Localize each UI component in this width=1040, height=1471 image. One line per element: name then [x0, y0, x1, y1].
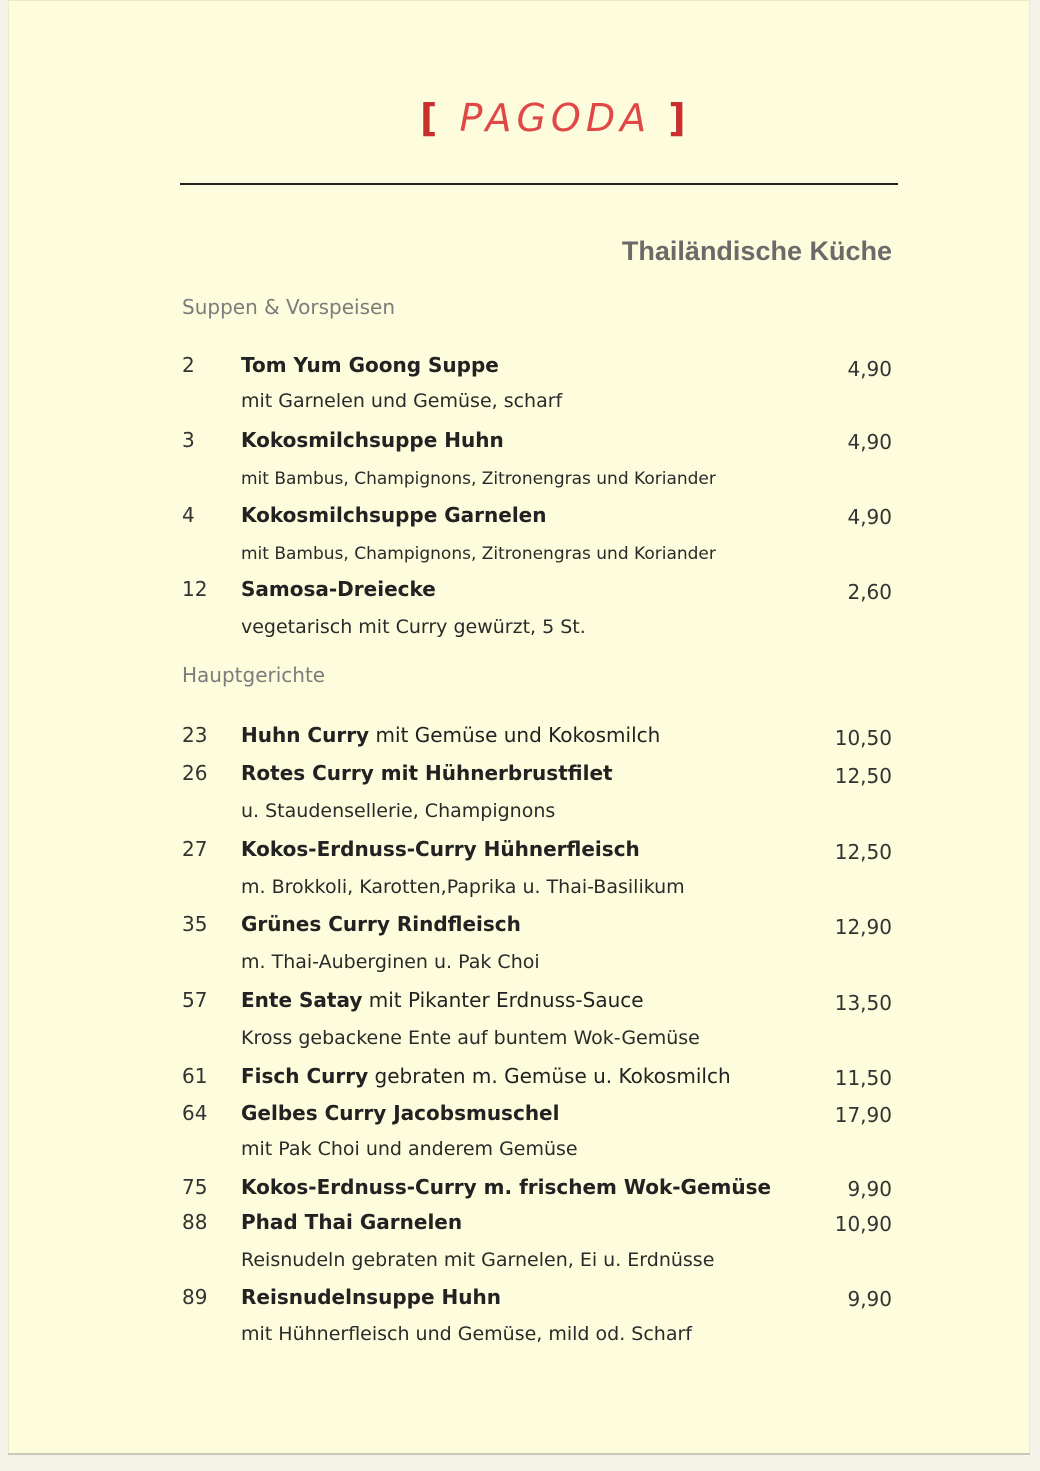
item-number: 35 [182, 912, 208, 936]
item-name [241, 353, 499, 377]
item-price: 2,60 [847, 580, 892, 604]
menu-item [0, 353, 1040, 383]
item-title: Reisnudelnsuppe Huhn [241, 1285, 501, 1309]
item-price: 10,90 [834, 1212, 892, 1236]
section-heading-mains: Hauptgerichte [182, 663, 326, 687]
item-name [241, 912, 521, 936]
item-description: m. Brokkoli, Karotten,Paprika u. Thai-Basilikum [241, 876, 685, 898]
item-title: Fisch Curry [241, 1064, 369, 1088]
item-description: mit Bambus, Champignons, Zitronengras und Koriander [241, 544, 716, 564]
item-price: 13,50 [834, 991, 892, 1015]
item-price: 4,90 [847, 505, 892, 529]
item-description: mit Garnelen und Gemüse, scharf [241, 390, 563, 412]
menu-item [0, 428, 1040, 458]
item-price: 12,90 [834, 915, 892, 939]
item-extra: gebraten m. Gemüse u. Kokosmilch [368, 1064, 731, 1088]
item-description: mit Pak Choi und anderem Gemüse [241, 1138, 578, 1160]
item-title: Kokosmilchsuppe Huhn [241, 428, 504, 452]
menu-item [0, 837, 1040, 867]
menu-item [0, 1210, 1040, 1240]
menu-item [0, 988, 1040, 1018]
item-title: Ente Satay [241, 988, 363, 1012]
menu-item [0, 1285, 1040, 1315]
item-description: Reisnudeln gebraten mit Garnelen, Ei u. Erdnüsse [241, 1249, 715, 1271]
menu-item [0, 723, 1040, 753]
item-title: Phad Thai Garnelen [241, 1210, 463, 1234]
header-divider [180, 183, 898, 185]
item-name [241, 503, 546, 527]
item-description: vegetarisch mit Curry gewürzt, 5 St. [241, 616, 586, 638]
item-name [241, 837, 640, 861]
item-number: 88 [182, 1210, 208, 1234]
item-title: Grünes Curry Rindfleisch [241, 912, 521, 936]
item-extra: mit Gemüse und Kokosmilch [369, 723, 661, 747]
item-number: 4 [182, 503, 195, 527]
cuisine-title: Thailändische Küche [621, 236, 892, 266]
item-title: Kokos-Erdnuss-Curry Hühnerfleisch [241, 837, 640, 861]
item-title: Gelbes Curry Jacobsmuschel [241, 1101, 560, 1125]
item-name [241, 1101, 559, 1125]
menu-item [0, 1064, 1040, 1094]
item-name [241, 1210, 462, 1234]
item-title: Kokos-Erdnuss-Curry m. frischem Wok-Gemüse [241, 1175, 772, 1199]
item-description: mit Bambus, Champignons, Zitronengras und Koriander [241, 469, 716, 489]
item-title: Samosa-Dreiecke [241, 577, 436, 601]
item-name [241, 761, 613, 785]
item-number: 26 [182, 761, 208, 785]
menu-item [0, 1175, 1040, 1205]
item-name [241, 723, 660, 747]
section-heading-soups: Suppen & Vorspeisen [182, 295, 396, 319]
item-number: 12 [182, 577, 208, 601]
item-title: Rotes Curry mit Hühnerbrustfilet [241, 761, 613, 785]
item-description: m. Thai-Auberginen u. Pak Choi [241, 951, 540, 973]
item-title: Kokosmilchsuppe Garnelen [241, 503, 547, 527]
item-price: 12,50 [834, 764, 892, 788]
page-edge [8, 1453, 1030, 1455]
item-name [241, 1064, 731, 1088]
item-number: 89 [182, 1285, 208, 1309]
item-number: 57 [182, 988, 208, 1012]
restaurant-logo [420, 96, 691, 140]
menu-item [0, 503, 1040, 533]
item-price: 4,90 [847, 357, 892, 381]
item-description: Kross gebackene Ente auf buntem Wok-Gemüse [241, 1027, 700, 1049]
item-number: 61 [182, 1064, 208, 1088]
item-price: 4,90 [847, 430, 892, 454]
item-price: 12,50 [834, 840, 892, 864]
item-price: 17,90 [834, 1103, 892, 1127]
item-number: 64 [182, 1101, 208, 1125]
item-description: mit Hühnerfleisch und Gemüse, mild od. Scharf [241, 1323, 692, 1345]
item-number: 75 [182, 1175, 208, 1199]
item-name [241, 1175, 771, 1199]
item-price: 10,50 [834, 726, 892, 750]
item-number: 2 [182, 353, 195, 377]
logo-word: PAGODA [459, 96, 652, 140]
menu-item [0, 1101, 1040, 1131]
item-name [241, 1285, 501, 1309]
item-title: Tom Yum Goong Suppe [241, 353, 499, 377]
item-name [241, 577, 436, 601]
item-number: 27 [182, 837, 208, 861]
item-price: 11,50 [834, 1066, 892, 1090]
item-price: 9,90 [847, 1177, 892, 1201]
item-number: 23 [182, 723, 208, 747]
item-name [241, 428, 504, 452]
item-price: 9,90 [847, 1287, 892, 1311]
item-name [241, 988, 644, 1012]
menu-item [0, 761, 1040, 791]
logo-bracket-open: [ [420, 96, 443, 140]
item-description: u. Staudensellerie, Champignons [241, 800, 556, 822]
logo-bracket-close: ] [668, 96, 691, 140]
menu-item [0, 577, 1040, 607]
menu-item [0, 912, 1040, 942]
item-extra: mit Pikanter Erdnuss-Sauce [362, 988, 644, 1012]
item-title: Huhn Curry [241, 723, 370, 747]
item-number: 3 [182, 428, 195, 452]
